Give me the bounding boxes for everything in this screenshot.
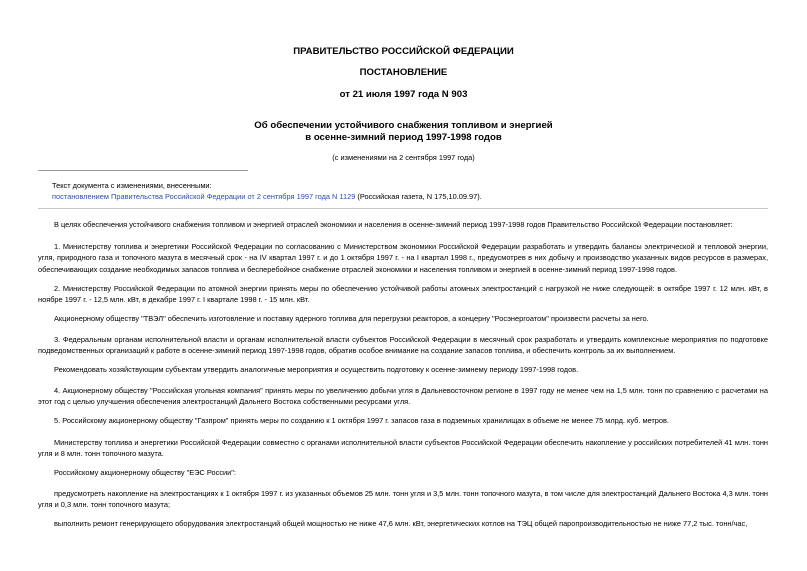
recommendation-paragraph: Рекомендовать хозяйствующим субъектам утвердить аналогичные мероприятия и осуществить подготовку к осенне-зимнему периоду 1997-1998 годов. — [54, 365, 579, 374]
ees-repair-paragraph: выполнить ремонт генерирующего оборудования электростанций общей мощностью не ниже 47,6 млн. кВт, энергетических котлов на ТЭЦ общей паропроизводительностью не ниже 77,2 тыс. тонн/час, — [54, 519, 748, 528]
clause-3-paragraph: 3. Федеральным органам исполнительной власти и органам исполнительной власти субъектов Российской Федерации в месячный срок разработать и утвердить комплексные мероприятия по подготовке подведомственных организаций к работе в осенне-зимний период 1997-1998 годов, обратив особое внимание на создание запасов топлива, и обеспечить контроль за их выполнением. — [38, 335, 768, 356]
amendment-link[interactable]: постановлением Правительства Российской Федерации от 2 сентября 1997 года N 1129 — [52, 192, 356, 201]
edition-note-label: Текст документа с изменениями, внесенными: — [52, 181, 212, 190]
clause-5-paragraph: 5. Российскому акционерному обществу "Газпром" принять меры по созданию к 1 октября 1997 г. запасов газа в подземных хранилищах в объеме не менее 75 млрд. куб. метров. — [54, 416, 669, 425]
header-divider — [38, 170, 248, 171]
clause-4-paragraph: 4. Акционерному обществу "Российская угольная компания" принять меры по увеличению добычи угля в Дальневосточном регионе в 1997 году не менее чем на 1,5 млн. тонн по сравнению с расчетами на этот год с целью улучшения обеспечения электростанций Дальнего Востока собственными ресурсами угля. — [38, 386, 768, 407]
preamble-paragraph: В целях обеспечения устойчивого снабжения топливом и энергией отраслей экономики и населения в осенне-зимний период 1997-1998 годов Правительство Российской Федерации постановляет: — [54, 220, 733, 229]
edition-note — [52, 191, 482, 202]
ees-stockpile-paragraph: предусмотреть накопление на электростанциях к 1 октября 1997 г. из указанных объемов 25 млн. тонн угля и 3,5 млн. тонн топочного мазута, в том числе для электростанций Дальнего Востока 4,3 млн. тонн угля и 0,3 млн. тонн топочного мазута; — [38, 489, 768, 510]
amendments-note: (с изменениями на 2 сентября 1997 года) — [332, 153, 475, 162]
note-divider — [38, 208, 768, 209]
government-heading: ПРАВИТЕЛЬСТВО РОССИЙСКОЙ ФЕДЕРАЦИИ — [293, 46, 514, 57]
document-type: ПОСТАНОВЛЕНИЕ — [359, 67, 448, 78]
document-date-number: от 21 июля 1997 года N 903 — [339, 89, 468, 100]
document-title-line2: в осенне-зимний период 1997-1998 годов — [305, 132, 502, 143]
amendment-source: (Российская газета, N 175,10.09.97). — [355, 192, 482, 201]
ees-heading-paragraph: Российскому акционерному обществу "ЕЭС России": — [54, 468, 236, 477]
document-title-line1: Об обеспечении устойчивого снабжения топливом и энергией — [254, 120, 553, 131]
clause-2-paragraph: 2. Министерству Российской Федерации по атомной энергии принять меры по обеспечению устойчивой работы атомных электростанций с нагрузкой не ниже следующей: в октябре 1997 г. 12 млн. кВт, в ноябре 1997 г. - 12,5 млн. кВт, в декабре 1997 г. I квартале 1998 г. - 15 млн. кВт. — [38, 284, 768, 305]
fuel-storage-paragraph: Министерству топлива и энергетики Российской Федерации совместно с органами исполнительной власти субъектов Российской Федерации обеспечить накопление у российских потребителей 41 млн. тонн угля и 8 млн. тонн топочного мазута. — [38, 438, 768, 459]
tvel-paragraph: Акционерному обществу "ТВЭЛ" обеспечить изготовление и поставку ядерного топлива для перегрузки реакторов, а концерну "Росэнергоатом" произвести расчеты за него. — [54, 314, 649, 323]
clause-1-paragraph: 1. Министерству топлива и энергетики Российской Федерации по согласованию с Министерством экономики Российской Федерации разработать и утвердить балансы электрической и тепловой энергии, угля, природного газа и топочного мазута в месячный срок - на IV квартал 1997 г. и до 1 октября 1997 г. - на I квартал 1998 г., предусмотрев в них добычу и производство указанных видов ресурсов в размерах, обеспечивающих создание необходимых запасов топлива и бесперебойное снабжение отраслей экономики и населения топливом и энергией в осенне-зимний период 1997-1998 годов. — [38, 242, 768, 274]
